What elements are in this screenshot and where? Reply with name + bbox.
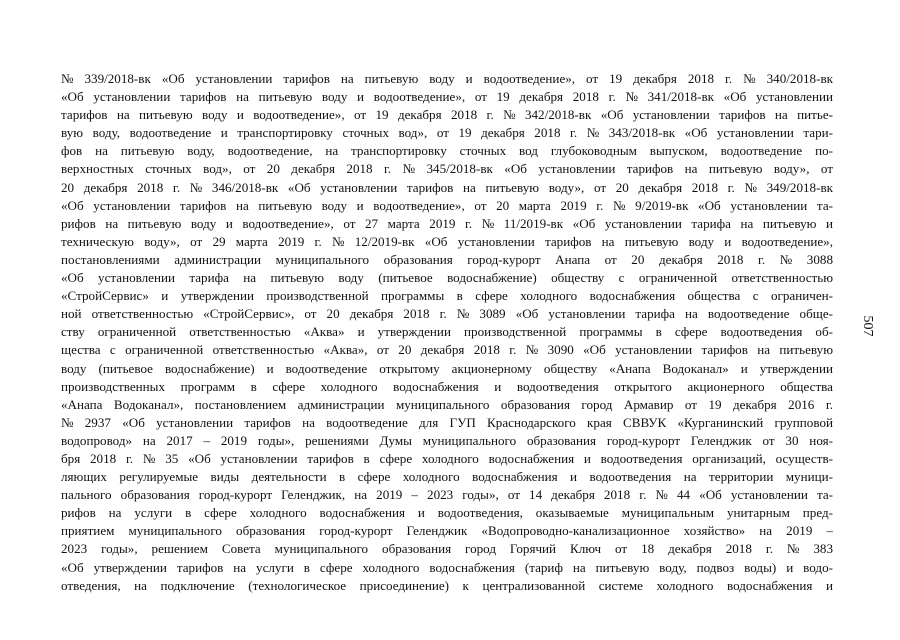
text-line: рифов на услуги в сфере холодного водоснабжения и водоотведения, оказываемые муниципальным унитарным пред- (61, 505, 833, 521)
text-line: верхностных сточных вод», от 20 декабря 2018 г. № 345/2018-вк «Об установлении тарифов на питьевую воду», от (61, 161, 833, 177)
text-line: 20 декабря 2018 г. № 346/2018-вк «Об установлении тарифов на питьевую воду», от 20 декабря 2018 г. № 349/2018-вк (61, 179, 833, 195)
text-line: воду (питьевое водоснабжение) и водоотведение открытому акционерному обществу «Анапа Водоканал» и утверждении (61, 360, 833, 376)
text-line: ляющих регулируемые виды деятельности в сфере холодного водоснабжения и водоотведения на территории муници- (61, 469, 833, 485)
text-line: «СтройСервис» и утверждении производственной программы в сфере холодного водоснабжения общества с ограничен- (61, 288, 833, 304)
text-line: щества с ограниченной ответственностью «Аква», от 20 декабря 2018 г. № 3090 «Об установлении тарифов на питьевую (61, 342, 833, 358)
text-line: «Об установлении тарифов на питьевую воду и водоотведение», от 20 марта 2019 г. № 9/2019-вк «Об установлении та- (61, 197, 833, 213)
text-line: водопровод» на 2017 – 2019 годы», решениями Думы муниципального образования город-курорт Геленджик от 30 ноя- (61, 432, 833, 448)
text-line: приятием муниципального образования город-курорт Геленджик «Водопроводно-канализационное хозяйство» на 2019 – (61, 523, 833, 539)
text-line: вую воду, водоотведение и транспортировку сточных вод», от 19 декабря 2018 г. № 343/2018-вк «Об установлении тари- (61, 125, 833, 141)
text-line: постановлениями администрации муниципального образования город-курорт Анапа от 20 декабря 2018 г. № 3088 (61, 251, 833, 267)
text-line: фов на питьевую воду, водоотведение, на транспортировку сточных вод глубоководным выпуском, водоотведение по- (61, 143, 833, 159)
text-line: пального образования город-курорт Геленджик, на 2019 – 2023 годы», от 14 декабря 2018 г. № 44 «Об установлении та- (61, 487, 833, 503)
text-line: ству ограниченной ответственностью «Аква» и утверждении производственной программы в сфере водоотведения об- (61, 324, 833, 340)
text-line: 2023 годы», решением Совета муниципального образования город Горячий Ключ от 18 декабря 2018 г. № 383 (61, 541, 833, 557)
text-line: отведения, на подключение (технологическое присоединение) к централизованной системе холодного водоснабжения и (61, 577, 833, 593)
text-line: бря 2018 г. № 35 «Об установлении тарифов в сфере холодного водоснабжения и водоотведения организаций, осуществ- (61, 450, 833, 466)
text-line: тарифов на питьевую воду и водоотведение», от 19 декабря 2018 г. № 342/2018-вк «Об установлении тарифов на питье- (61, 107, 833, 123)
text-line: «Об утверждении тарифов на услуги в сфере холодного водоснабжения (тариф на питьевую воду, подвоз воды) и водо- (61, 559, 833, 575)
text-line: № 2937 «Об установлении тарифов на водоотведение для ГУП Краснодарского края СВВУК «Курганинский групповой (61, 414, 833, 430)
body-text (61, 70, 833, 595)
text-line: ной ответственностью «СтройСервис», от 20 декабря 2018 г. № 3089 «Об установлении тарифа на водоотведение обще- (61, 306, 833, 322)
page-number: 507 (860, 315, 875, 337)
text-line: рифов на питьевую воду и водоотведение», от 27 марта 2019 г. № 11/2019-вк «Об установлении тарифа на питьевую и (61, 215, 833, 231)
text-line: производственных программ в сфере холодного водоснабжения и водоотведения открытого акционерного общества (61, 378, 833, 394)
text-line: техническую воду», от 29 марта 2019 г. № 12/2019-вк «Об установлении тарифов на питьевую воду и водоотведение», (61, 233, 833, 249)
text-line: «Об установлении тарифов на питьевую воду и водоотведение», от 19 декабря 2018 г. № 341/2018-вк «Об установлении (61, 89, 833, 105)
text-line: «Анапа Водоканал», постановлением администрации муниципального образования город Армавир от 19 декабря 2016 г. (61, 396, 833, 412)
text-line: «Об установлении тарифа на питьевую воду (питьевое водоснабжение) обществу с ограниченной ответственностью (61, 270, 833, 286)
text-line: № 339/2018-вк «Об установлении тарифов на питьевую воду и водоотведение», от 19 декабря 2018 г. № 340/2018-вк (61, 71, 833, 86)
